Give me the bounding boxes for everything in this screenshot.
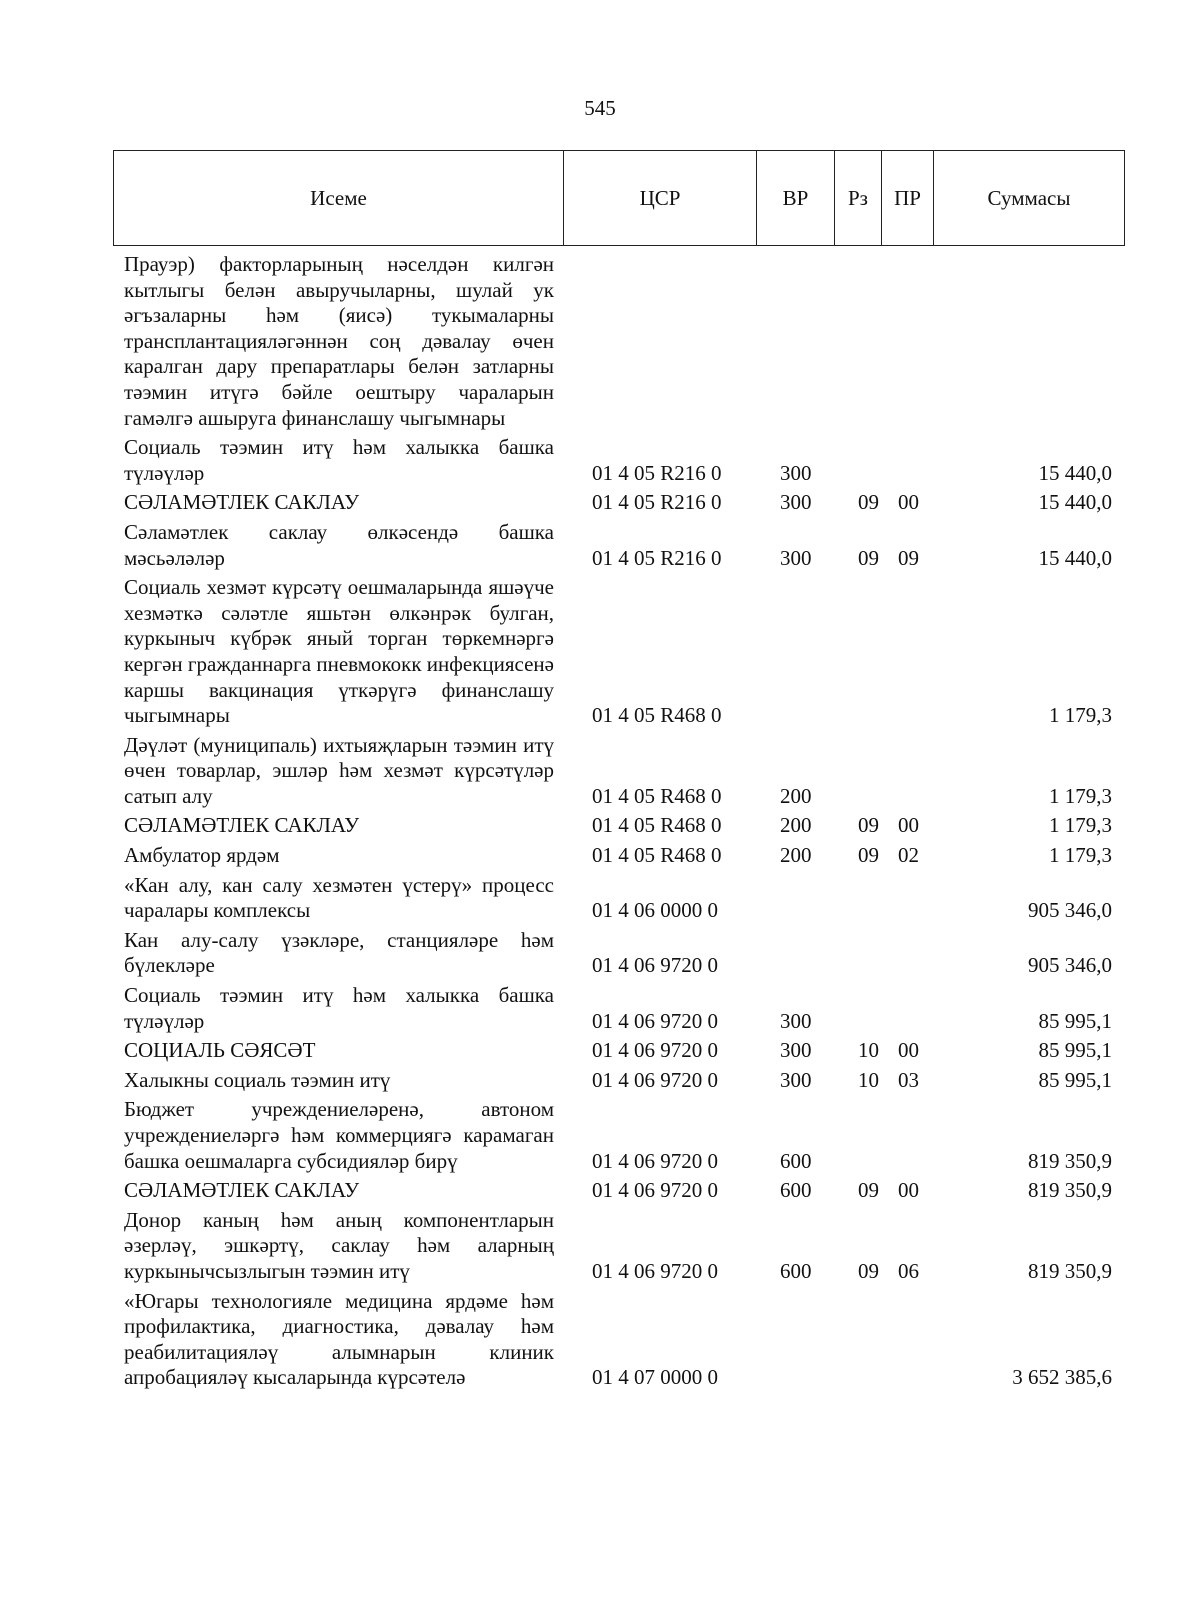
row-vr: 600 — [780, 1258, 812, 1283]
row-name: Амбулатор ярдәм — [124, 843, 280, 868]
table-row — [0, 928, 1200, 979]
row-sum: 1 179,3 — [1049, 783, 1112, 808]
row-csr: 01 4 06 9720 0 — [592, 1067, 718, 1092]
row-vr: 200 — [780, 783, 812, 808]
row-name: Социаль тәэмин итү һәм халыкка башка түләүләр — [124, 435, 554, 485]
row-sum: 819 350,9 — [1028, 1258, 1112, 1283]
table-row — [0, 813, 1200, 839]
row-pr: 00 — [898, 1038, 919, 1063]
row-pr: 06 — [898, 1258, 919, 1283]
row-csr: 01 4 05 R216 0 — [592, 490, 722, 515]
row-sum: 819 350,9 — [1028, 1178, 1112, 1203]
header-name: Исеме — [114, 151, 564, 245]
row-csr: 01 4 06 9720 0 — [592, 953, 718, 978]
table-row — [0, 843, 1200, 869]
header-vr: ВР — [757, 151, 835, 245]
header-csr: ЦСР — [564, 151, 757, 245]
row-sum: 1 179,3 — [1049, 703, 1112, 728]
row-rz: 09 — [858, 1258, 879, 1283]
row-rz: 10 — [858, 1038, 879, 1063]
row-pr: 02 — [898, 843, 919, 868]
row-name: Донор каның һәм аның компонентларын әзерләү, эшкәртү, саклау һәм аларның куркынычсызлыгын тәэмин итү — [124, 1207, 554, 1283]
table-row — [0, 490, 1200, 516]
table-row — [0, 520, 1200, 571]
row-sum: 1 179,3 — [1049, 813, 1112, 838]
row-name: СОЦИАЛЬ СӘЯСӘТ — [124, 1038, 316, 1063]
table-row — [0, 1038, 1200, 1064]
table-body — [0, 252, 1200, 1395]
row-csr: 01 4 05 R468 0 — [592, 843, 722, 868]
table-row — [0, 575, 1200, 729]
row-csr: 01 4 06 9720 0 — [592, 1148, 718, 1173]
row-sum: 85 995,1 — [1038, 1008, 1112, 1033]
row-csr: 01 4 06 9720 0 — [592, 1178, 718, 1203]
row-name: Бюджет учреждениеләренә, автоном учреждениеләргә һәм коммерциягә карамаган башка оешмаларга субсидияләр бирү — [124, 1097, 554, 1173]
row-name: «Югары технологияле медицина ярдәме һәм профилактика, диагностика, дәвалау һәм реабилитацияләү алымнарын клиник апробацияләү кысаларында күрсәтелә — [124, 1288, 554, 1390]
table-row — [0, 733, 1200, 810]
row-name: Социаль хезмәт күрсәтү оешмаларында яшәүче хезмәткә сәләтле яшьтән өлкәнрәк булган, куркыныч күбрәк яный торган төркемнәргә кергән гражданнарга пневмококк инфекциясенә каршы вакцинация үткәрүгә финанслашу чыгымнары — [124, 575, 554, 728]
row-name: Прауэр) факторларының нәселдән килгән кытлыгы белән авыручыларны, шулай ук әгъзаларны һәм (яисә) тукымаларны трансплантацияләгәннән соң дәвалау өчен каралган дару препаратлары белән затларны тәэмин итүгә бәйле оештыру чараларын гамәлгә ашыруга финанслашу чыгымнары — [124, 252, 554, 430]
row-name: СӘЛАМӘТЛЕК САКЛАУ — [124, 490, 360, 515]
row-name: Дәүләт (муниципаль) ихтыяҗларын тәэмин итү өчен товарлар, эшләр һәм хезмәт күрсәтүләр сатып алу — [124, 732, 554, 808]
row-name: Кан алу-салу үзәкләре, станцияләре һәм бүлекләре — [124, 927, 554, 978]
row-vr: 200 — [780, 813, 812, 838]
row-sum: 905 346,0 — [1028, 953, 1112, 978]
row-csr: 01 4 06 9720 0 — [592, 1008, 718, 1033]
row-csr: 01 4 06 9720 0 — [592, 1258, 718, 1283]
row-name: СӘЛАМӘТЛЕК САКЛАУ — [124, 813, 360, 838]
row-pr: 00 — [898, 1178, 919, 1203]
row-name: Социаль тәэмин итү һәм халыкка башка түләүләр — [124, 983, 554, 1033]
row-name: СӘЛАМӘТЛЕК САКЛАУ — [124, 1178, 360, 1203]
row-sum: 85 995,1 — [1038, 1067, 1112, 1092]
row-vr: 300 — [780, 460, 812, 485]
row-sum: 85 995,1 — [1038, 1038, 1112, 1063]
table-row — [0, 1068, 1200, 1094]
row-rz: 09 — [858, 843, 879, 868]
row-vr: 300 — [780, 1008, 812, 1033]
row-sum: 15 440,0 — [1038, 545, 1112, 570]
table-row — [0, 435, 1200, 486]
row-rz: 09 — [858, 545, 879, 570]
row-csr: 01 4 06 0000 0 — [592, 898, 718, 923]
row-rz: 09 — [858, 1178, 879, 1203]
row-csr: 01 4 05 R216 0 — [592, 460, 722, 485]
row-csr: 01 4 05 R468 0 — [592, 783, 722, 808]
row-rz: 09 — [858, 813, 879, 838]
row-csr: 01 4 06 9720 0 — [592, 1038, 718, 1063]
header-pr: ПР — [882, 151, 934, 245]
row-sum: 905 346,0 — [1028, 898, 1112, 923]
row-csr: 01 4 05 R468 0 — [592, 813, 722, 838]
row-csr: 01 4 05 R468 0 — [592, 703, 722, 728]
row-vr: 300 — [780, 490, 812, 515]
row-pr: 09 — [898, 545, 919, 570]
row-pr: 00 — [898, 490, 919, 515]
page-number: 545 — [584, 96, 616, 120]
table-row — [0, 1178, 1200, 1204]
table-row — [0, 1289, 1200, 1391]
row-name: Халыкны социаль тәэмин итү — [124, 1067, 391, 1092]
table-row — [0, 1097, 1200, 1174]
row-sum: 15 440,0 — [1038, 490, 1112, 515]
row-sum: 3 652 385,6 — [1012, 1365, 1112, 1390]
row-rz: 10 — [858, 1067, 879, 1092]
row-vr: 600 — [780, 1178, 812, 1203]
row-sum: 819 350,9 — [1028, 1148, 1112, 1173]
row-name: «Кан алу, кан салу хезмәтен үстерү» процесс чаралары комплексы — [124, 872, 554, 923]
table-row — [0, 873, 1200, 924]
row-rz: 09 — [858, 490, 879, 515]
table-row — [0, 983, 1200, 1034]
header-sum: Суммасы — [987, 185, 1071, 210]
row-sum: 1 179,3 — [1049, 843, 1112, 868]
row-vr: 600 — [780, 1148, 812, 1173]
row-vr: 300 — [780, 1038, 812, 1063]
row-vr: 300 — [780, 545, 812, 570]
row-name: Сәламәтлек саклау өлкәсендә башка мәсьәләләр — [124, 519, 554, 570]
header-rz: Рз — [835, 151, 882, 245]
row-vr: 200 — [780, 843, 812, 868]
table-header — [113, 150, 1125, 246]
row-csr: 01 4 05 R216 0 — [592, 545, 722, 570]
row-csr: 01 4 07 0000 0 — [592, 1365, 718, 1390]
table-row — [0, 252, 1200, 431]
row-pr: 03 — [898, 1067, 919, 1092]
row-sum: 15 440,0 — [1038, 460, 1112, 485]
table-row — [0, 1208, 1200, 1285]
row-vr: 300 — [780, 1067, 812, 1092]
row-pr: 00 — [898, 813, 919, 838]
